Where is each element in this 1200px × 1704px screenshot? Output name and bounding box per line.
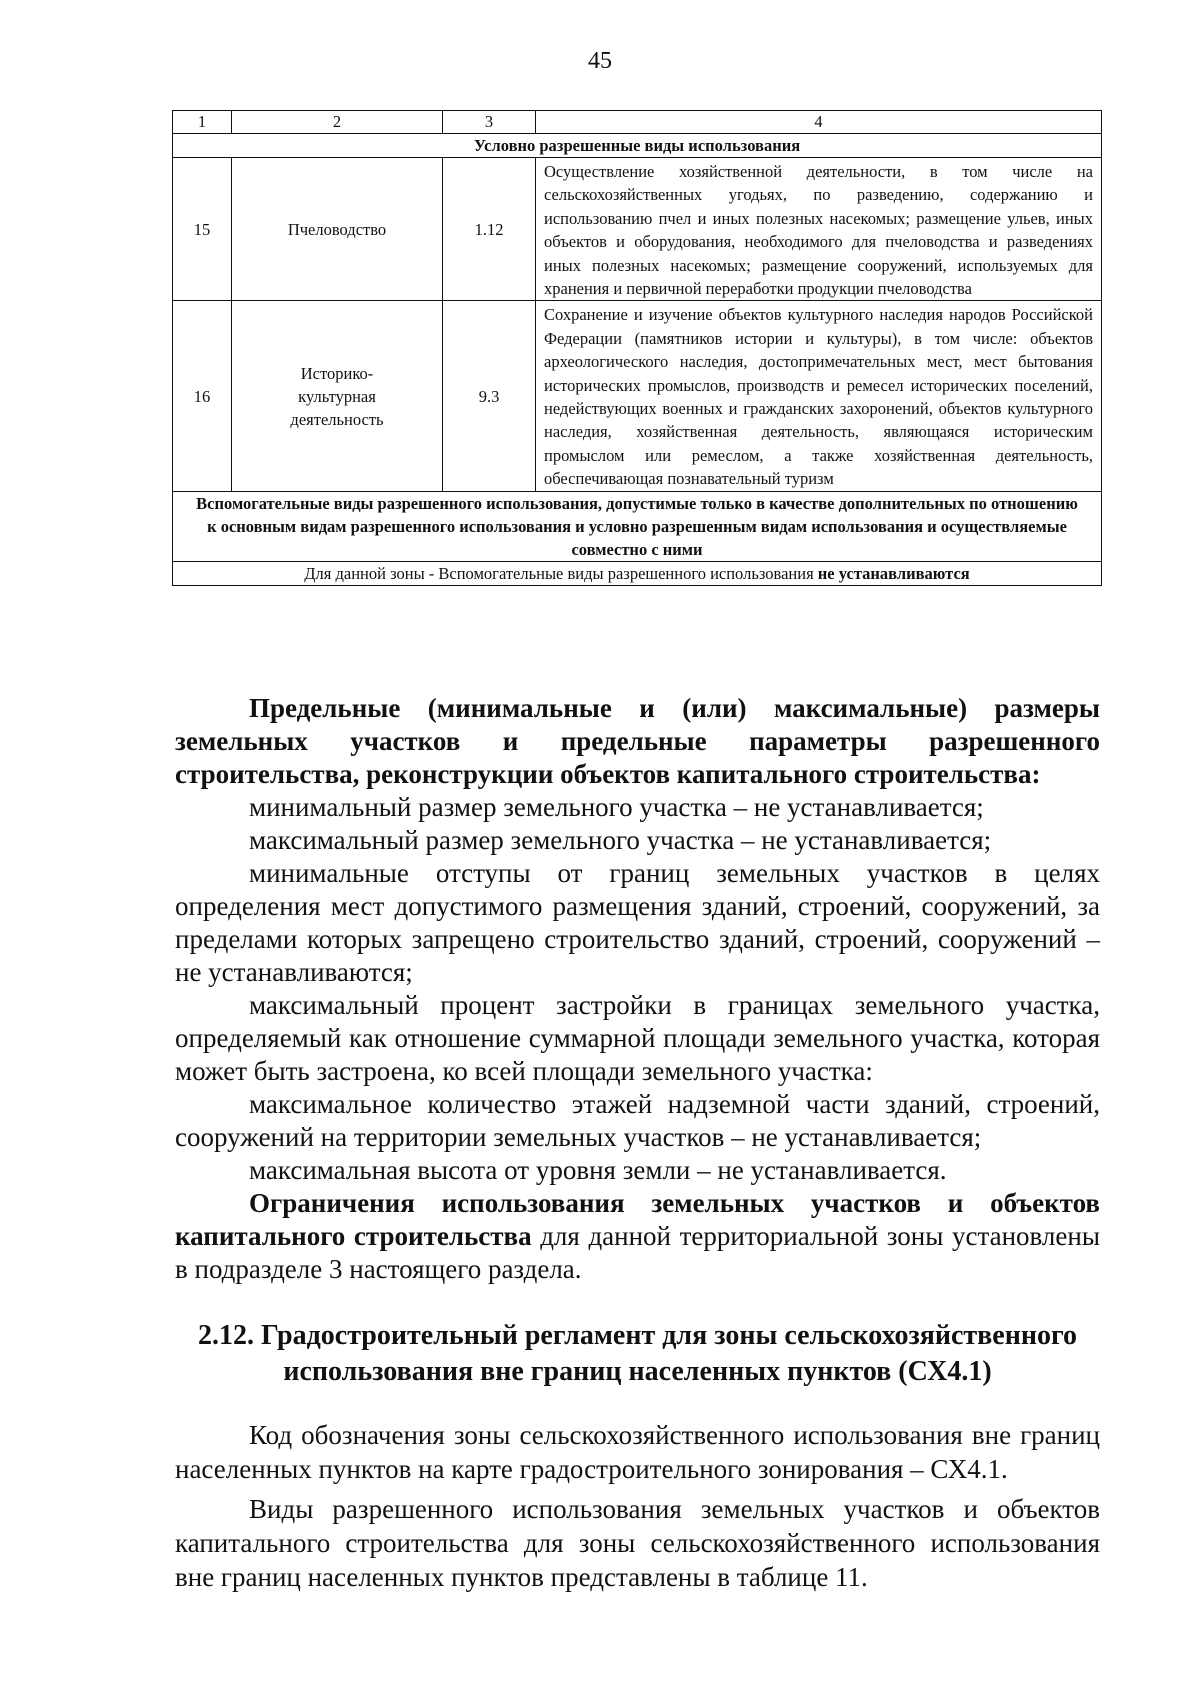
use-code: 1.12 xyxy=(443,158,536,301)
header-cell: 4 xyxy=(536,111,1102,134)
limit-item: максимальная высота от уровня земли – не устанавливается. xyxy=(249,1155,947,1185)
section-conditional-heading: Условно разрешенные виды использования xyxy=(173,134,1102,158)
page-number: 45 xyxy=(588,48,612,74)
use-description: Сохранение и изучение объектов культурного наследия народов Российской Федерации (памятников истории и культуры), в том числе: объектов археологического наследия, достопримечательных мест, мест бытования исторических промыслов, производств и ремесел исторических поселений, недействующих военных и гражданских захоронений, объектов культурного наследия, хозяйственная деятельность, являющаяся историческим промыслом или ремеслом, а также хозяйственная деятельность, обеспечивающая познавательный туризм xyxy=(536,301,1102,491)
use-description: Осуществление хозяйственной деятельности, в том числе на сельскохозяйственных угодьях, по разведению, содержанию и использованию пчел и иных полезных насекомых; размещение ульев, иных объектов и оборудования, необходимого для пчеловодства и разведениях иных полезных насекомых; размещение сооружений, используемых для хранения и первичной переработки продукции пчеловодства xyxy=(536,158,1102,301)
restrictions-paragraph xyxy=(175,1187,1100,1286)
limit-item: минимальные отступы от границ земельных участков в целях определения мест допустимого размещения зданий, строений, сооружений, за пределами которых запрещено строительство зданий, строений, сооружений – не устанавливаются; xyxy=(175,858,1100,987)
limit-item: минимальный размер земельного участка – не устанавливается; xyxy=(249,792,984,822)
limits-block xyxy=(175,692,1100,1286)
header-cell: 1 xyxy=(173,111,232,134)
section-body xyxy=(175,1418,1100,1600)
use-name: Пчеловодство xyxy=(232,158,443,301)
table-header-row xyxy=(173,111,1102,134)
section-title: 2.12. Градостроительный регламент для зоны сельскохозяйственного использования вне границ населенных пунктов (СХ4.1) xyxy=(197,1320,1078,1387)
section-paragraph: Виды разрешенного использования земельных участков и объектов капитального строительства для зоны сельскохозяйственного использования вне границ населенных пунктов представлены в таблице 11. xyxy=(175,1494,1100,1592)
use-code: 9.3 xyxy=(443,301,536,491)
restrictions-rest: для данной территориальной зоны установлены в подразделе 3 настоящего раздела. xyxy=(175,1221,1100,1284)
restrictions-bold: Ограничения использования земельных участков и объектов капитального строительства xyxy=(175,1188,1100,1251)
section-paragraph: Код обозначения зоны сельскохозяйственного использования вне границ населенных пунктов на карте градостроительного зонирования – СХ4.1. xyxy=(175,1420,1100,1484)
header-cell: 3 xyxy=(443,111,536,134)
section-row xyxy=(173,491,1102,561)
use-name: Историко-культурная деятельность xyxy=(232,301,443,491)
footer-bold: не устанавливаются xyxy=(817,563,970,583)
row-number: 15 xyxy=(173,158,232,301)
limit-item: максимальный размер земельного участка – не устанавливается; xyxy=(249,825,992,855)
table-row xyxy=(173,301,1102,491)
limit-item: максимальное количество этажей надземной части зданий, строений, сооружений на территории земельных участков – не устанавливается; xyxy=(175,1089,1100,1152)
footer-row xyxy=(173,561,1102,585)
section-auxiliary-heading: Вспомогательные виды разрешенного использования, допустимые только в качестве дополнительных по отношению к основным видам разрешенного использования и условно разрешенным видам использования и осуществляемые совместно с ними xyxy=(173,491,1102,561)
limit-item: максимальный процент застройки в границах земельного участка, определяемый как отношение суммарной площади земельного участка, которая может быть застроена, ко всей площади земельного участка: xyxy=(175,990,1100,1086)
section-row xyxy=(173,134,1102,158)
footer-text: Для данной зоны - Вспомогательные виды разрешенного использования xyxy=(304,563,818,583)
limits-heading: Предельные (минимальные и (или) максимальные) размеры земельных участков и предельные параметры разрешенного строительства, реконструкции объектов капитального строительства: xyxy=(175,693,1100,789)
land-use-table xyxy=(172,110,1102,586)
footer-cell xyxy=(173,561,1102,585)
row-number: 16 xyxy=(173,301,232,491)
table-row xyxy=(173,158,1102,301)
header-cell: 2 xyxy=(232,111,443,134)
